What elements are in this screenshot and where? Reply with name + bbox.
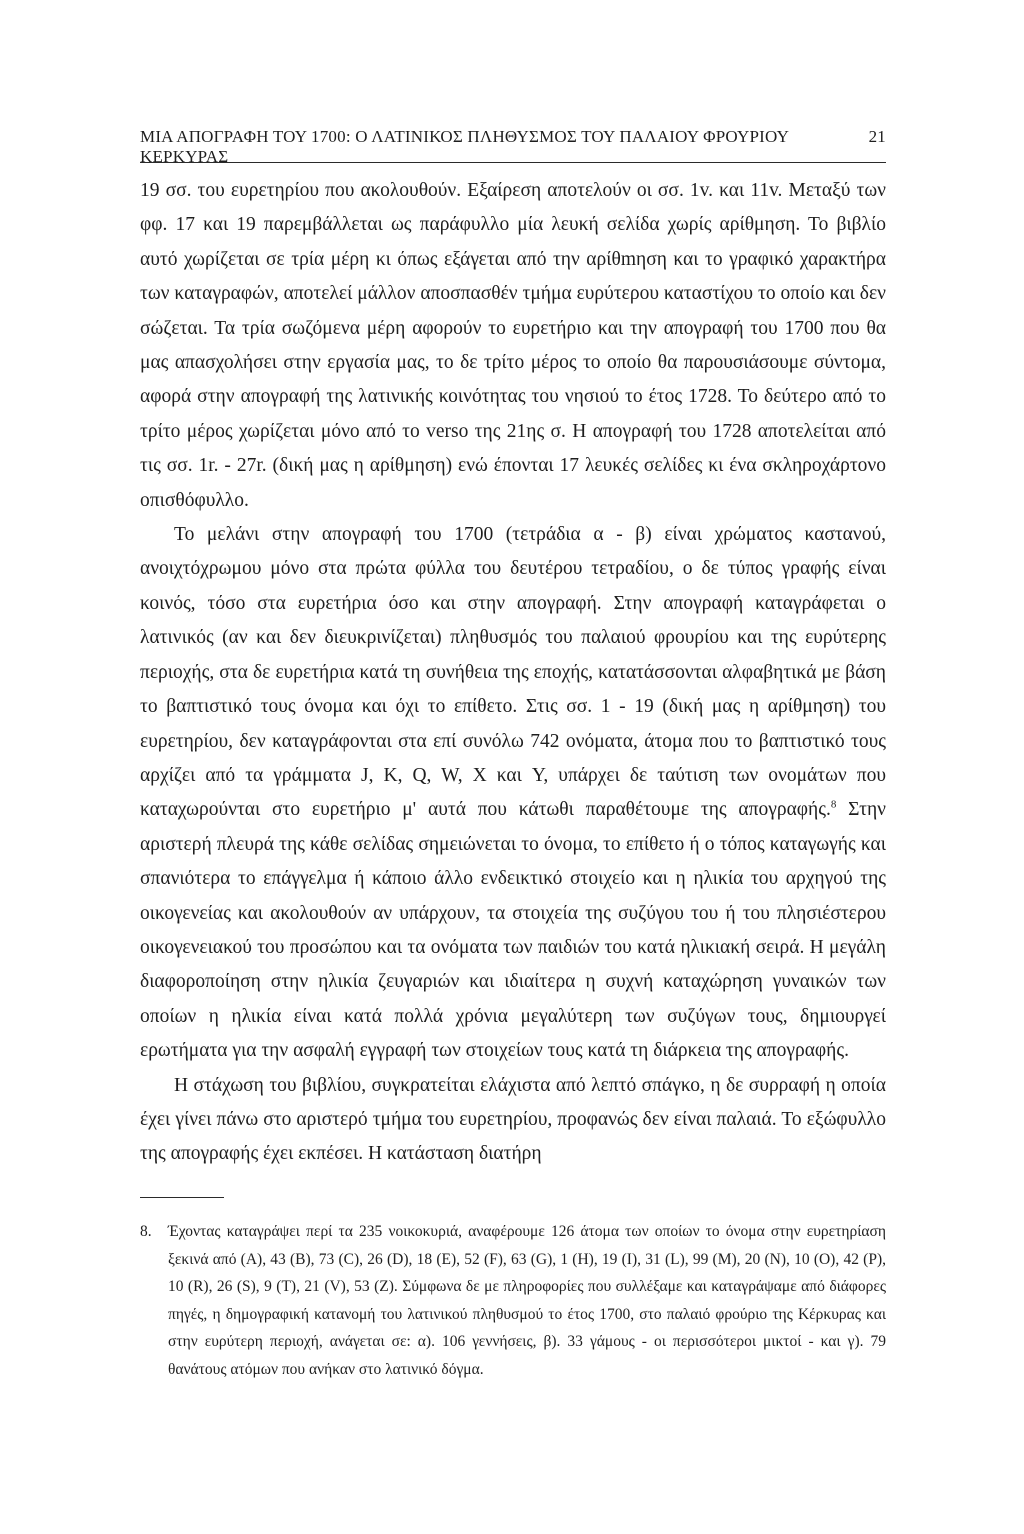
main-text [140,174,886,1172]
footnote-marker[interactable]: 8 [830,798,837,811]
header-rule [140,162,886,163]
paragraph-2-text: Το μελάνι στην απογραφή του 1700 (τετράδια α - β) είναι χρώματος καστανού, ανοιχτόχρωμου μόνο στα πρώτα φύλλα του δευτέρου τετραδίου, ο δε τύπος γραφής είναι κοινός, τόσο στα ευρετήρια όσο και στην απογραφή. Στην απογραφή καταγράφεται ο λατινικός (αν και δεν διευκρινίζεται) πληθυσμός του παλαιού φρουρίου και της ευρύτερης περιοχής, στα δε ευρετήρια κατά τη συνήθεια της εποχής, κατατάσσονται αλφαβητικά με βάση το βαπτιστικό τους όνομα και όχι το επίθετο. Στις σσ. 1 - 19 (δική μας η αρίθμηση) του ευρετηρίου, δεν καταγράφονται στα επί συνόλω 742 ονόματα, άτομα που το βαπτιστικό τους αρχίζει από τα γράμματα J, K, Q, W, X και Y, υπάρχει δε ταύτιση των ονομάτων που καταχωρούνται στο ευρετήριο μ' αυτά που κάτωθι παραθέτουμε της απογραφής. [140,524,886,821]
paragraph-2 [140,518,886,1069]
footnote-text: Έχοντας καταγράψει περί τα 235 νοικοκυριά, αναφέρουμε 126 άτομα των οποίων το όνομα στην ευρετηρίαση ξεκινά από (A), 43 (B), 73 (C), 26 (D), 18 (E), 52 (F), 63 (G), 1 (H), 19 (I), 31 (L), 99 (M), 20 (N), 10 (O), 42 (P), 10 (R), 26 (S), 9 (T), 21 (V), 53 (Z). Σύμφωνα δε με πληροφορίες που συλλέξαμε και καταγράψαμε από διάφορες πηγές, η δημογραφική κατανομή του λατινικού πληθυσμού το έτος 1700, στο παλαιό φρούριο της Κέρκυρας και στην ευρύτερη περιοχή, ανάγεται σε: α). 106 γεννήσεις, β). 33 γάμους - οι περισσότεροι μικτοί - και γ). 79 θανάτους ατόμων που ανήκαν στο λατινικό δόγμα. [168,1223,886,1378]
book-page [138,0,886,1534]
paragraph-2-continuation: Στην αριστερή πλευρά της κάθε σελίδας σημειώνεται το όνομα, το επίθετο ή ο τόπος καταγωγής και σπανιότερα το επάγγελμα ή κάποιο άλλο ενδεικτικό στοιχείο και η ηλικία του αρχηγού της οικογενείας και ακολουθούν αν υπάρχουν, τα στοιχεία της συζύγου του ή του πλησιέστερου οικογενειακού του προσώπου και τα ονόματα των παιδιών του κατά ηλικιακή σειρά. Η μεγάλη διαφοροποίηση στην ηλικία ζευγαριών και ιδιαίτερα η συχνή καταχώρηση γυναικών των οποίων η ηλικία είναι κατά πολλά χρόνια μεγαλύτερη των συζύγων τους, δημιουργεί ερωτήματα για την ασφαλή εγγραφή των στοιχείων τους κατά τη διάρκεια της απογραφής. [140,799,887,1062]
footnote-rule [140,1197,224,1198]
running-header [140,127,886,166]
footnotes [140,1218,886,1384]
paragraph-1: 19 σσ. του ευρετηρίου που ακολουθούν. Εξαίρεση αποτελούν οι σσ. 1v. και 11v. Μεταξύ των φφ. 17 και 19 παρεμβάλλεται ως παράφυλλο μία λευκή σελίδα χωρίς αρίθμηση. Το βιβλίο αυτό χωρίζεται σε τρία μέρη κι όπως εξάγεται από την αρίθmηση και το γραφικό χαρακτήρα των καταγραφών, αποτελεί μάλλον αποσπασθέν τμήμα ευρύτερου καταστίχου το οποίο και δεν σώζεται. Τα τρία σωζόμενα μέρη αφορούν το ευρετήριο και την απογραφή του 1700 που θα μας απασχολήσει στην εργασία μας, το δε τρίτο μέρος το οποίο θα παρουσιάσουμε σύντομα, αφορά στην απογραφή της λατινικής κοινότητας του νησιού το έτος 1728. Το δεύτερο από το τρίτο μέρος χωρίζεται μόνο από το verso της 21ης σ. Η απογραφή του 1728 αποτελείται από τις σσ. 1r. - 27r. (δική μας η αρίθμηση) ενώ έπονται 17 λευκές σελίδες κι ένα σκληροχάρτονο οπισθόφυλλο. [140,180,886,511]
footnote-number: 8. [140,1223,152,1240]
page-number: 21 [868,127,886,146]
running-title: ΜΙΑ ΑΠΟΓΡΑΦΗ ΤΟΥ 1700: Ο ΛΑΤΙΝΙΚΟΣ ΠΛΗΘΥΣΜΟΣ ΤΟΥ ΠΑΛΑΙΟΥ ΦΡΟΥΡΙΟΥ ΚΕΡΚΥΡΑΣ [140,127,789,166]
footnote-8 [140,1218,886,1384]
paragraph-3: Η στάχωση του βιβλίου, συγκρατείται ελάχιστα από λεπτό σπάγκο, η δε συρραφή η οποία έχει γίνει πάνω στο αριστερό τμήμα του ευρετηρίου, προφανώς δεν είναι παλαιά. Το εξώφυλλο της απογραφής έχει εκπέσει. Η κατάσταση διατήρη [140,1074,886,1165]
